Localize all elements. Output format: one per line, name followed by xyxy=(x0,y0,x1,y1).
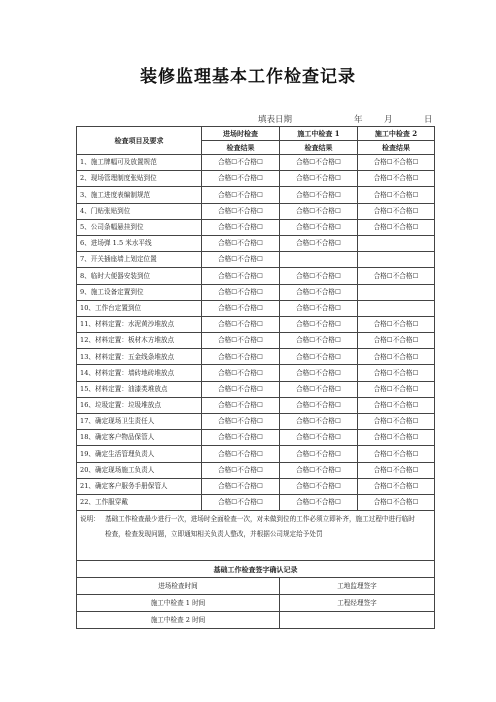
construction-2-result-cell[interactable]: 合格☐不合格☐ xyxy=(358,462,435,478)
construction-1-result-cell[interactable]: 合格☐不合格☐ xyxy=(280,349,358,365)
year-label: 年 xyxy=(354,115,363,125)
header-col-construction-2: 施工中检查 2 xyxy=(358,127,435,141)
sign-left-cell: 进场检查时间 xyxy=(77,578,280,595)
entry-result-cell[interactable]: 合格☐不合格☐ xyxy=(202,284,280,300)
construction-2-result-cell[interactable]: 合格☐不合格☐ xyxy=(358,333,435,349)
table-row xyxy=(77,397,435,413)
entry-result-cell[interactable]: 合格☐不合格☐ xyxy=(202,414,280,430)
entry-result-cell[interactable]: 合格☐不合格☐ xyxy=(202,171,280,187)
check-item-cell: 5、公司条幅悬挂到位 xyxy=(77,219,202,235)
entry-result-cell[interactable]: 合格☐不合格☐ xyxy=(202,333,280,349)
entry-result-cell[interactable]: 合格☐不合格☐ xyxy=(202,381,280,397)
construction-1-result-cell[interactable]: 合格☐不合格☐ xyxy=(280,414,358,430)
construction-1-result-cell[interactable]: 合格☐不合格☐ xyxy=(280,430,358,446)
construction-1-result-cell[interactable]: 合格☐不合格☐ xyxy=(280,219,358,235)
sign-section-title: 基础工作检查签字确认记录 xyxy=(77,561,435,578)
entry-result-cell[interactable]: 合格☐不合格☐ xyxy=(202,219,280,235)
note-label: 说明： xyxy=(80,515,100,524)
entry-result-cell[interactable]: 合格☐不合格☐ xyxy=(202,478,280,494)
table-row xyxy=(77,414,435,430)
construction-2-result-cell[interactable]: 合格☐不合格☐ xyxy=(358,381,435,397)
table-row xyxy=(77,462,435,478)
construction-1-result-cell[interactable]: 合格☐不合格☐ xyxy=(280,300,358,316)
entry-result-cell[interactable]: 合格☐不合格☐ xyxy=(202,187,280,203)
construction-2-result-cell[interactable] xyxy=(358,300,435,316)
table-row xyxy=(77,268,435,284)
note-cell xyxy=(77,511,435,561)
construction-2-result-cell[interactable] xyxy=(358,284,435,300)
check-item-cell: 1、施工牌幅可及放置规范 xyxy=(77,155,202,171)
construction-2-result-cell[interactable] xyxy=(358,252,435,268)
sign-right-cell: 工程经理签字 xyxy=(280,595,435,612)
month-label: 月 xyxy=(384,115,393,125)
construction-2-result-cell[interactable]: 合格☐不合格☐ xyxy=(358,268,435,284)
table-row xyxy=(77,219,435,235)
table-row xyxy=(77,430,435,446)
construction-1-result-cell[interactable]: 合格☐不合格☐ xyxy=(280,381,358,397)
construction-2-result-cell[interactable]: 合格☐不合格☐ xyxy=(358,316,435,332)
entry-result-cell[interactable]: 合格☐不合格☐ xyxy=(202,446,280,462)
construction-1-result-cell[interactable]: 合格☐不合格☐ xyxy=(280,365,358,381)
table-row xyxy=(77,381,435,397)
entry-result-cell[interactable]: 合格☐不合格☐ xyxy=(202,349,280,365)
construction-1-result-cell[interactable]: 合格☐不合格☐ xyxy=(280,171,358,187)
header-result: 检查结果 xyxy=(358,141,435,155)
check-item-cell: 9、施工设备定置到位 xyxy=(77,284,202,300)
entry-result-cell[interactable]: 合格☐不合格☐ xyxy=(202,462,280,478)
check-item-cell: 4、门贴张贴到位 xyxy=(77,203,202,219)
construction-2-result-cell[interactable]: 合格☐不合格☐ xyxy=(358,397,435,413)
sign-right-cell xyxy=(280,612,435,629)
sign-left-cell: 施工中检查 2 时间 xyxy=(77,612,280,629)
check-item-cell: 22、工作服穿戴 xyxy=(77,494,202,510)
header-col-construction-1: 施工中检查 1 xyxy=(280,127,358,141)
entry-result-cell[interactable]: 合格☐不合格☐ xyxy=(202,430,280,446)
construction-1-result-cell[interactable]: 合格☐不合格☐ xyxy=(280,187,358,203)
table-row xyxy=(77,349,435,365)
construction-2-result-cell[interactable]: 合格☐不合格☐ xyxy=(358,446,435,462)
day-label: 日 xyxy=(424,115,433,125)
construction-2-result-cell[interactable]: 合格☐不合格☐ xyxy=(358,155,435,171)
table-row xyxy=(77,171,435,187)
check-item-cell: 7、开关插座墙上划定位置 xyxy=(77,252,202,268)
table-row xyxy=(77,333,435,349)
document-title: 装修监理基本工作检查记录 xyxy=(140,67,356,87)
check-item-cell: 14、材料定置：墙砖地砖堆放点 xyxy=(77,365,202,381)
entry-result-cell[interactable]: 合格☐不合格☐ xyxy=(202,203,280,219)
header-result: 检查结果 xyxy=(280,141,358,155)
table-row xyxy=(77,203,435,219)
construction-1-result-cell[interactable]: 合格☐不合格☐ xyxy=(280,203,358,219)
header-col-entry: 进场时检查 xyxy=(202,127,280,141)
sign-left-cell: 施工中检查 1 时间 xyxy=(77,595,280,612)
entry-result-cell[interactable]: 合格☐不合格☐ xyxy=(202,155,280,171)
construction-1-result-cell[interactable]: 合格☐不合格☐ xyxy=(280,155,358,171)
construction-2-result-cell[interactable]: 合格☐不合格☐ xyxy=(358,494,435,510)
construction-1-result-cell[interactable]: 合格☐不合格☐ xyxy=(280,316,358,332)
construction-1-result-cell[interactable]: 合格☐不合格☐ xyxy=(280,284,358,300)
header-item-column: 检查项目及要求 xyxy=(77,127,202,155)
table-row xyxy=(77,252,435,268)
construction-1-result-cell[interactable]: 合格☐不合格☐ xyxy=(280,462,358,478)
construction-2-result-cell[interactable]: 合格☐不合格☐ xyxy=(358,203,435,219)
sign-right-cell: 工地监理签字 xyxy=(280,578,435,595)
check-item-cell: 16、垃圾定置：垃圾堆放点 xyxy=(77,397,202,413)
construction-1-result-cell[interactable] xyxy=(280,252,358,268)
construction-1-result-cell[interactable]: 合格☐不合格☐ xyxy=(280,446,358,462)
construction-2-result-cell[interactable]: 合格☐不合格☐ xyxy=(358,414,435,430)
entry-result-cell[interactable]: 合格☐不合格☐ xyxy=(202,494,280,510)
header-result: 检查结果 xyxy=(202,141,280,155)
construction-2-result-cell[interactable] xyxy=(358,235,435,251)
check-item-cell: 3、施工进度表编制规范 xyxy=(77,187,202,203)
construction-1-result-cell[interactable]: 合格☐不合格☐ xyxy=(280,478,358,494)
entry-result-cell[interactable]: 合格☐不合格☐ xyxy=(202,300,280,316)
table-row xyxy=(77,187,435,203)
fill-date-label: 填表日期 xyxy=(258,115,293,125)
check-item-cell: 6、进场弹 1.5 米水平线 xyxy=(77,235,202,251)
note-text: 基础工作检查最少进行一次，进场时全面检查一次，对未做到位的工作必须立即补齐，施工过程中进行临时检查，检查发现问题，立即通知相关负责人整改，并根据公司规定给予处罚 xyxy=(105,515,415,539)
construction-2-result-cell[interactable]: 合格☐不合格☐ xyxy=(358,349,435,365)
check-item-cell: 2、现场管理制度张贴到位 xyxy=(77,171,202,187)
construction-1-result-cell[interactable]: 合格☐不合格☐ xyxy=(280,397,358,413)
table-row xyxy=(77,494,435,510)
construction-1-result-cell[interactable]: 合格☐不合格☐ xyxy=(280,333,358,349)
entry-result-cell[interactable]: 合格☐不合格☐ xyxy=(202,252,280,268)
table-row xyxy=(77,284,435,300)
entry-result-cell[interactable]: 合格☐不合格☐ xyxy=(202,268,280,284)
check-item-cell: 11、材料定置：水泥黄沙堆放点 xyxy=(77,316,202,332)
table-row xyxy=(77,155,435,171)
check-item-cell: 8、临时大便器安装到位 xyxy=(77,268,202,284)
construction-2-result-cell[interactable]: 合格☐不合格☐ xyxy=(358,478,435,494)
check-item-cell: 21、确定客户服务手册保管人 xyxy=(77,478,202,494)
construction-2-result-cell[interactable]: 合格☐不合格☐ xyxy=(358,187,435,203)
construction-1-result-cell[interactable]: 合格☐不合格☐ xyxy=(280,235,358,251)
entry-result-cell[interactable]: 合格☐不合格☐ xyxy=(202,316,280,332)
table-row xyxy=(77,235,435,251)
check-item-cell: 20、确定现场施工负责人 xyxy=(77,462,202,478)
table-row xyxy=(77,300,435,316)
construction-2-result-cell[interactable]: 合格☐不合格☐ xyxy=(358,365,435,381)
check-item-cell: 17、确定现场卫生责任人 xyxy=(77,414,202,430)
construction-1-result-cell[interactable]: 合格☐不合格☐ xyxy=(280,268,358,284)
construction-2-result-cell[interactable]: 合格☐不合格☐ xyxy=(358,219,435,235)
check-item-cell: 19、确定生活管理负责人 xyxy=(77,446,202,462)
construction-2-result-cell[interactable]: 合格☐不合格☐ xyxy=(358,171,435,187)
table-row xyxy=(77,316,435,332)
entry-result-cell[interactable]: 合格☐不合格☐ xyxy=(202,235,280,251)
inspection-table xyxy=(76,126,435,629)
check-item-cell: 13、材料定置：五金线条堆放点 xyxy=(77,349,202,365)
check-item-cell: 15、材料定置：油漆类堆放点 xyxy=(77,381,202,397)
table-row xyxy=(77,446,435,462)
table-row xyxy=(77,478,435,494)
construction-2-result-cell[interactable]: 合格☐不合格☐ xyxy=(358,430,435,446)
table-row xyxy=(77,365,435,381)
check-item-cell: 18、确定客户物品保管人 xyxy=(77,430,202,446)
entry-result-cell[interactable]: 合格☐不合格☐ xyxy=(202,365,280,381)
check-item-cell: 10、工作台定置到位 xyxy=(77,300,202,316)
entry-result-cell[interactable]: 合格☐不合格☐ xyxy=(202,397,280,413)
construction-1-result-cell[interactable]: 合格☐不合格☐ xyxy=(280,494,358,510)
check-item-cell: 12、材料定置：板材木方堆放点 xyxy=(77,333,202,349)
